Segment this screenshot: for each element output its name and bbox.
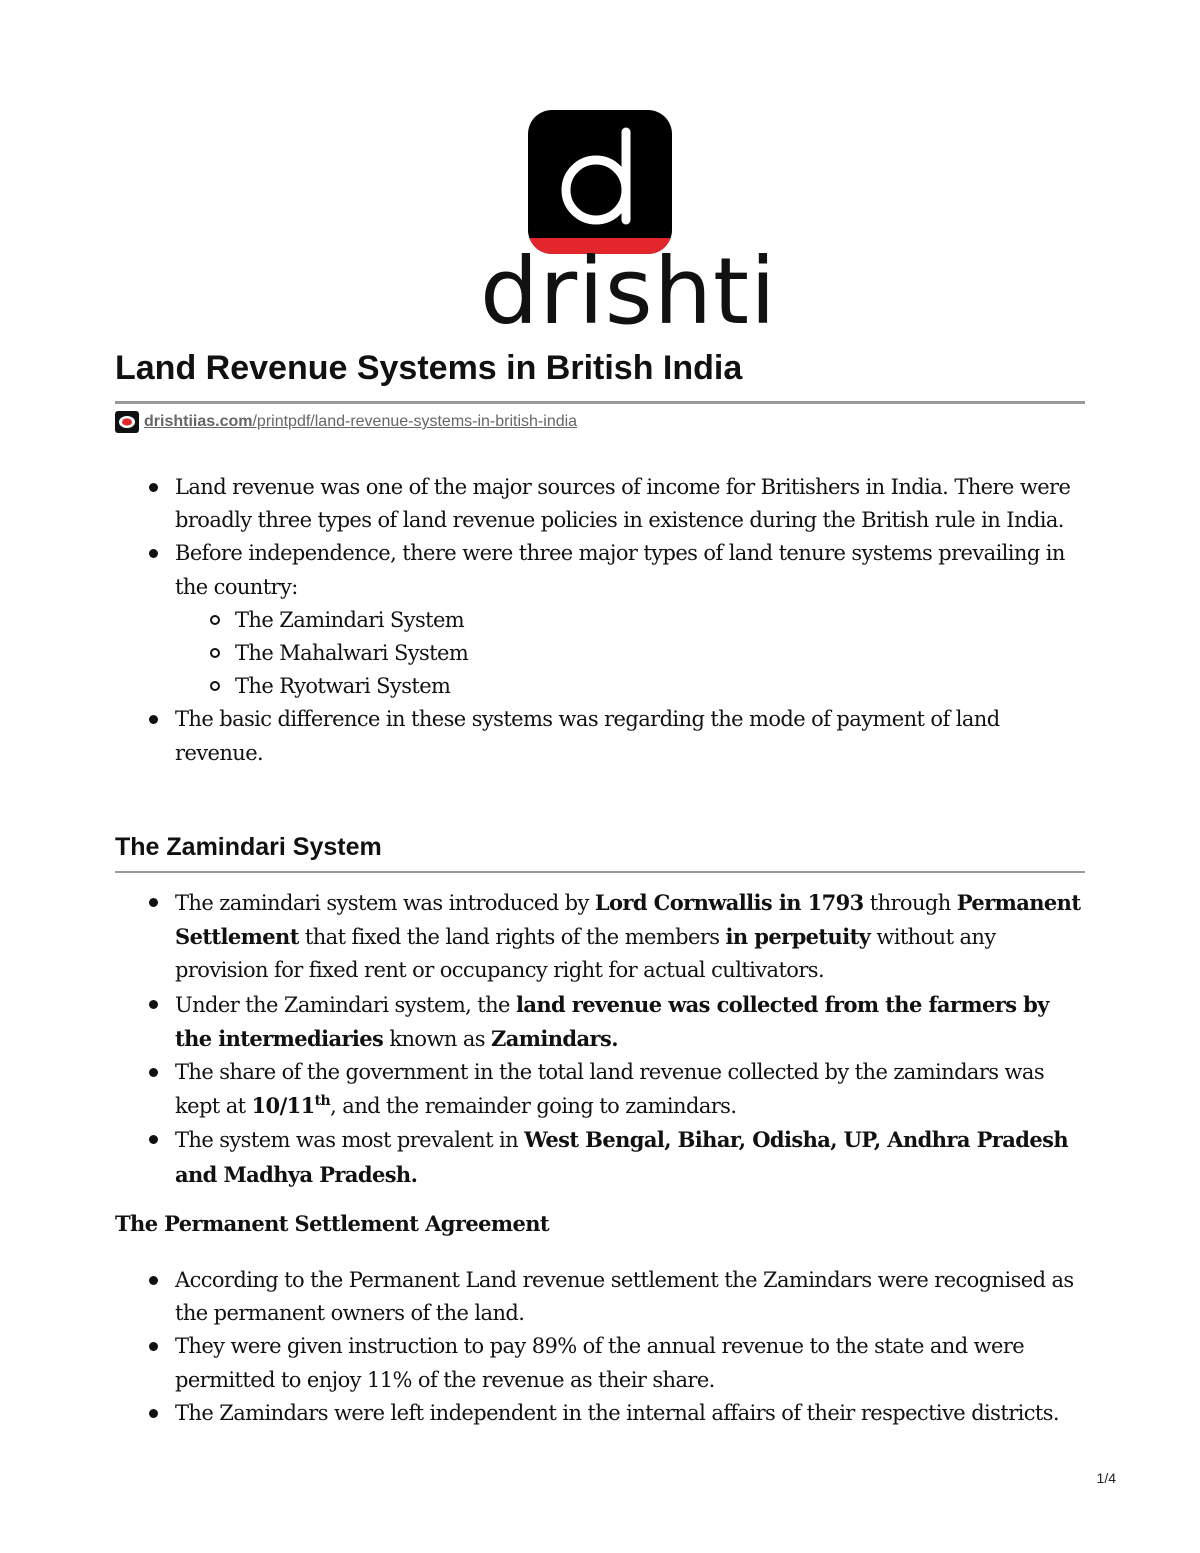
title-divider <box>115 401 1085 404</box>
drishti-logo <box>480 108 777 345</box>
zamindari-list <box>175 886 1090 1192</box>
list-item <box>175 537 1090 703</box>
sublist-item: The Ryotwari System <box>235 670 1090 703</box>
tenure-systems-sublist <box>235 604 1090 704</box>
section-heading-permanent-settlement: The Permanent Settlement Agreement <box>115 1211 549 1236</box>
list-item-text: Before independence, there were three major types of land tenure systems prevailing in the country: <box>175 541 1065 599</box>
list-item: Land revenue was one of the major sources of income for Britishers in India. There were broadly three types of land revenue policies in existence during the British rule in India. <box>175 471 1090 537</box>
list-item: According to the Permanent Land revenue settlement the Zamindars were recognised as the permanent owners of the land. <box>175 1264 1090 1330</box>
logo-wordmark: drishti <box>480 238 777 345</box>
intro-list <box>175 471 1090 770</box>
list-item: The zamindari system was introduced by Lord Cornwallis in 1793 through Permanent Settlement that fixed the land rights of the members in perpetuity without any provision for fixed rent or occupancy right for actual cultivators. <box>175 886 1090 988</box>
page-number: 1/4 <box>1096 1470 1116 1486</box>
bold-text: in perpetuity <box>725 924 871 950</box>
bold-text: land revenue was collected from the farmers by the intermediaries <box>175 991 1049 1051</box>
list-item: Under the Zamindari system, the land revenue was collected from the farmers by the intermediaries known as Zamindars. <box>175 988 1090 1056</box>
bold-text: Lord Cornwallis in 1793 <box>594 890 864 915</box>
bold-text: West Bengal, Bihar, Odisha, UP, Andhra Pradesh and Madhya Pradesh. <box>175 1127 1068 1187</box>
bold-text: Permanent Settlement <box>175 890 1081 950</box>
drishti-logo-icon <box>528 110 672 254</box>
section-heading-zamindari: The Zamindari System <box>115 833 382 861</box>
bold-text: Zamindars. <box>491 1025 618 1051</box>
bold-text: 10/11th <box>251 1093 331 1119</box>
sublist-item: The Mahalwari System <box>235 637 1090 670</box>
sublist-item: The Zamindari System <box>235 604 1090 637</box>
source-path[interactable]: /printpdf/land-revenue-systems-in-british-india <box>252 413 578 430</box>
list-item: They were given instruction to pay 89% of the annual revenue to the state and were permitted to enjoy 11% of the revenue as their share. <box>175 1330 1090 1396</box>
page-title: Land Revenue Systems in British India <box>115 349 743 387</box>
source-domain[interactable]: drishtiias.com <box>144 413 253 430</box>
source-link[interactable] <box>115 410 577 434</box>
section-divider <box>115 871 1085 873</box>
drishti-favicon-icon <box>115 411 139 433</box>
list-item: The share of the government in the total land revenue collected by the zamindars was kept at 10/11th, and the remainder going to zamindars. <box>175 1056 1090 1123</box>
list-item: The system was most prevalent in West Bengal, Bihar, Odisha, UP, Andhra Pradesh and Madhya Pradesh. <box>175 1123 1090 1191</box>
list-item: The Zamindars were left independent in the internal affairs of their respective districts. <box>175 1397 1090 1430</box>
list-item: The basic difference in these systems was regarding the mode of payment of land revenue. <box>175 703 1090 769</box>
permanent-settlement-list <box>175 1264 1090 1430</box>
